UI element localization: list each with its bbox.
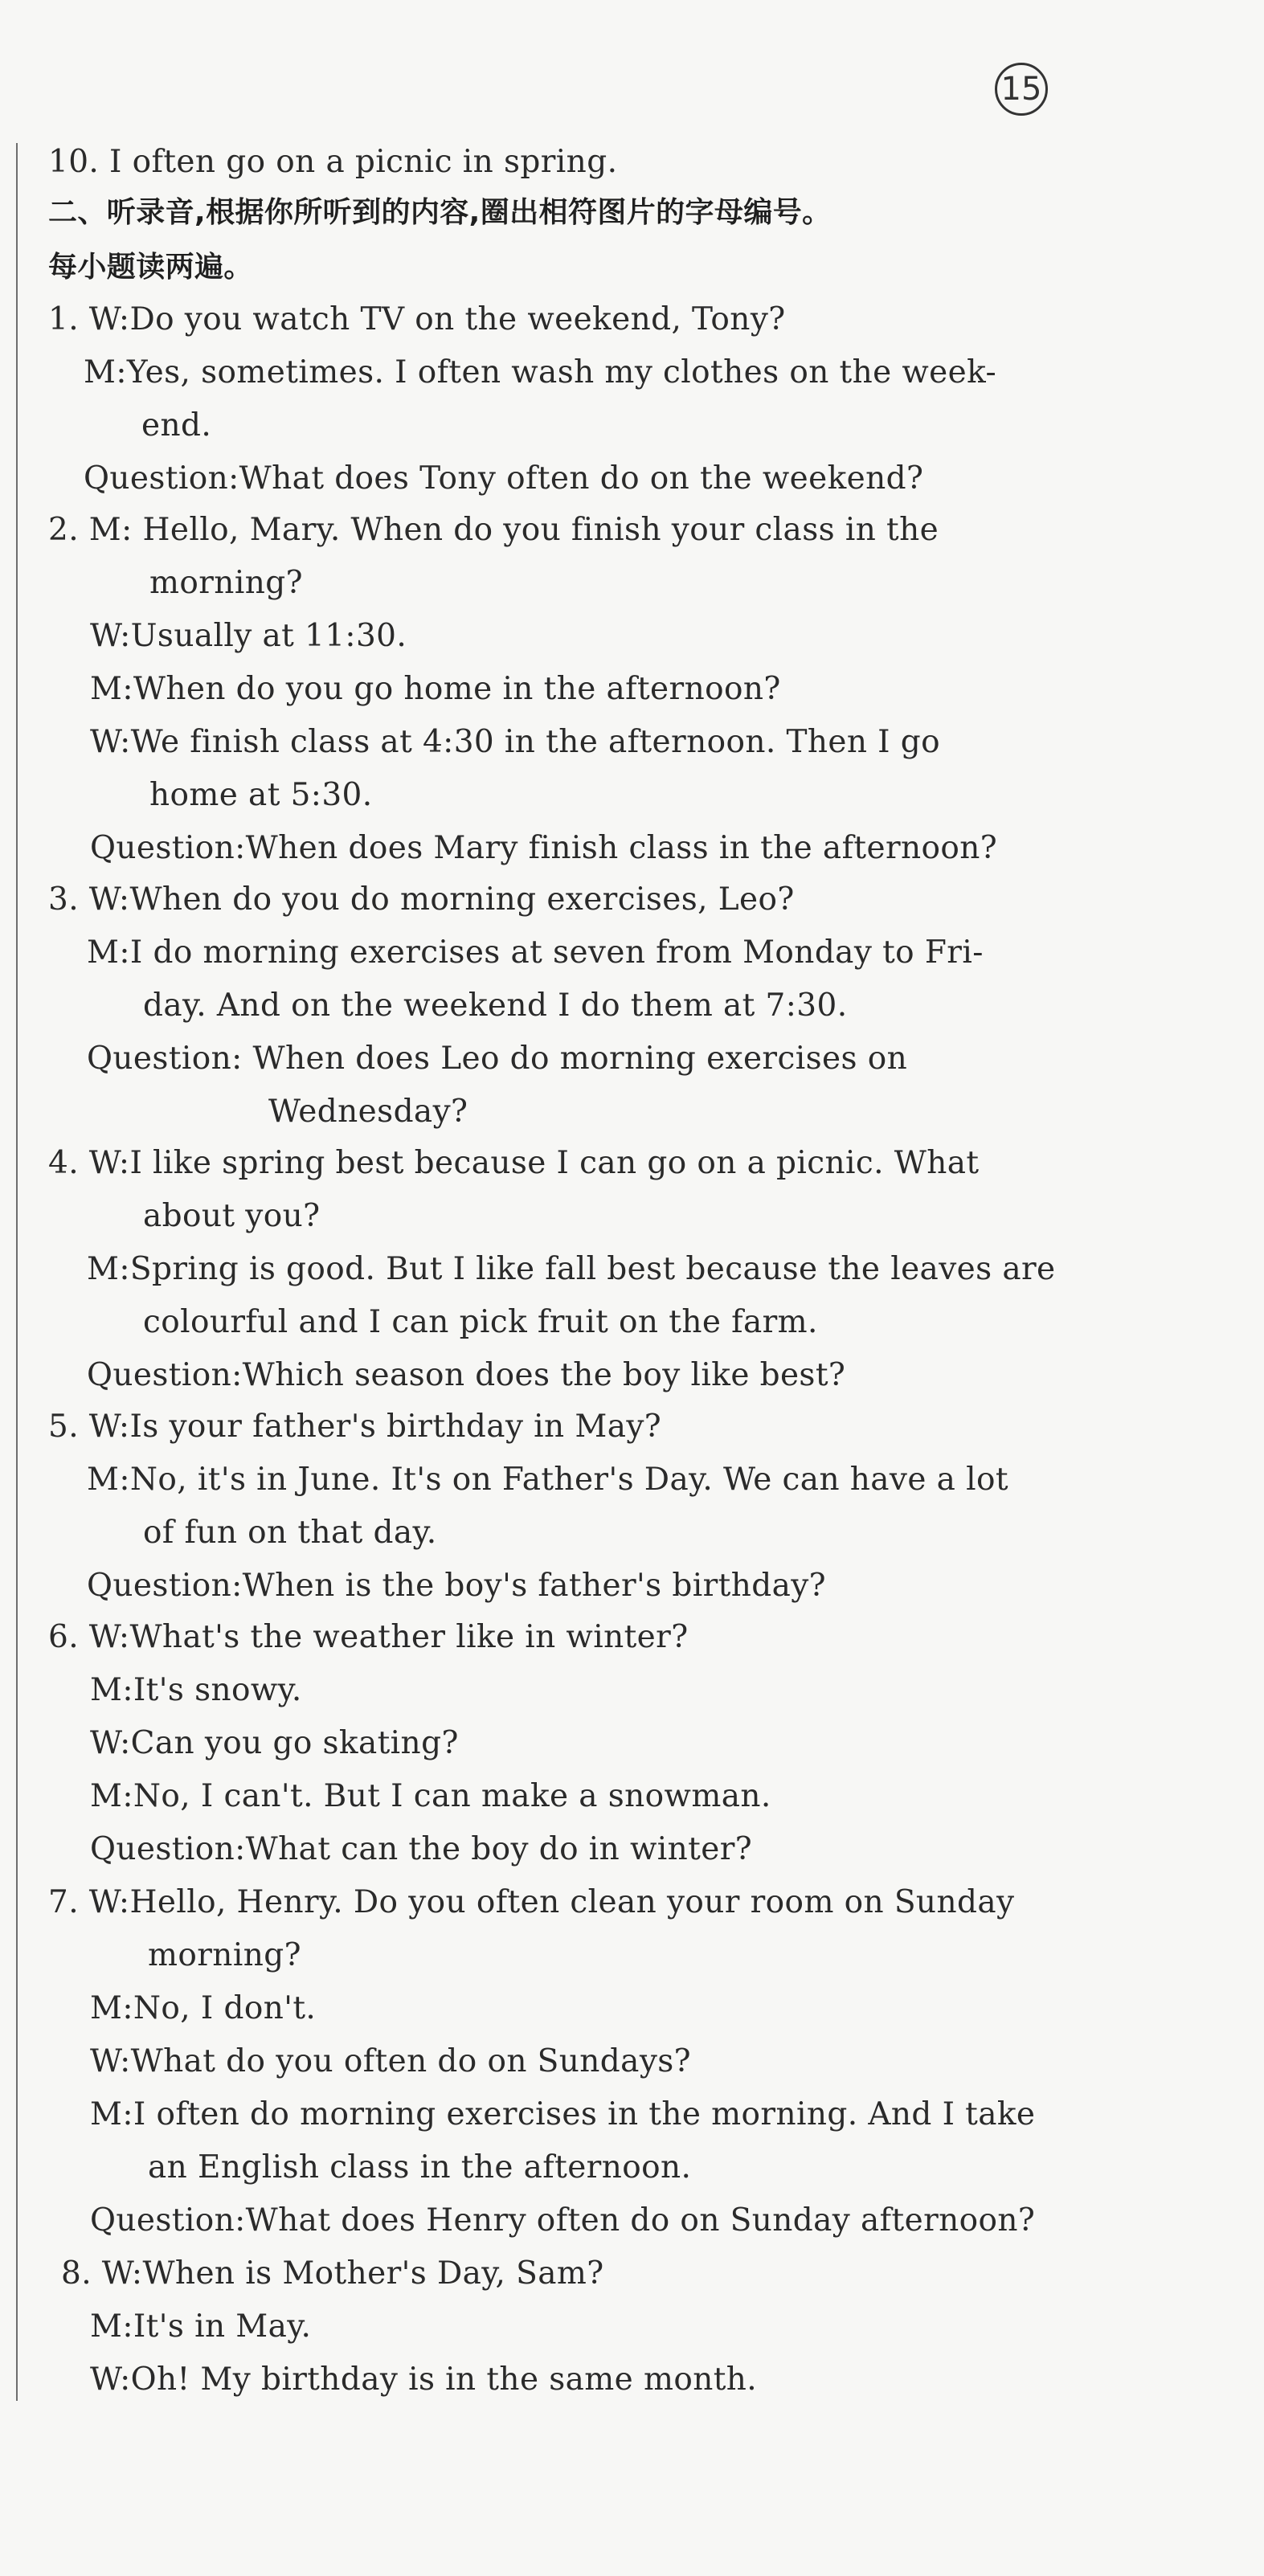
q3-question-cont: Wednesday? bbox=[268, 1094, 468, 1130]
q7-question: Question:What does Henry often do on Sunday afternoon? bbox=[90, 2202, 1036, 2239]
page-number: 15 bbox=[1000, 71, 1042, 108]
q7-line-2: morning? bbox=[148, 1937, 301, 1973]
q6-line-3: W:Can you go skating? bbox=[90, 1725, 459, 1761]
q4-line-1: 4. W:I like spring best because I can go on a picnic. What bbox=[48, 1145, 980, 1181]
q6-line-4: M:No, I can't. But I can make a snowman. bbox=[90, 1778, 771, 1814]
q4-line-2: about you? bbox=[143, 1198, 321, 1234]
q2-line-6: home at 5:30. bbox=[149, 777, 373, 813]
section-heading: 二、听录音,根据你所听到的内容,圈出相符图片的字母编号。 bbox=[48, 196, 832, 229]
q5-line-2: M:No, it's in June. It's on Father's Day. We can have a lot bbox=[87, 1462, 1008, 1498]
margin-rule bbox=[16, 143, 18, 2401]
q4-line-4: colourful and I can pick fruit on the farm. bbox=[143, 1304, 818, 1340]
q7-line-4: W:What do you often do on Sundays? bbox=[90, 2043, 691, 2079]
q2-line-4: M:When do you go home in the afternoon? bbox=[90, 671, 781, 707]
q7-line-3: M:No, I don't. bbox=[90, 1990, 317, 2026]
q1-question: Question:What does Tony often do on the weekend? bbox=[84, 460, 924, 497]
q4-line-3: M:Spring is good. But I like fall best because the leaves are bbox=[87, 1251, 1056, 1287]
q3-line-2: M:I do morning exercises at seven from Monday to Fri- bbox=[87, 934, 984, 971]
q8-line-1: 8. W:When is Mother's Day, Sam? bbox=[61, 2255, 604, 2292]
q1-line-3: end. bbox=[141, 407, 212, 444]
q8-line-2: M:It's in May. bbox=[90, 2308, 312, 2345]
q2-line-3: W:Usually at 11:30. bbox=[90, 618, 407, 654]
q2-question: Question:When does Mary finish class in the afternoon? bbox=[90, 830, 998, 866]
q3-line-3: day. And on the weekend I do them at 7:30. bbox=[143, 987, 848, 1024]
item-10-line: 10. I often go on a picnic in spring. bbox=[48, 144, 618, 180]
q3-line-1: 3. W:When do you do morning exercises, Leo? bbox=[48, 881, 795, 918]
section-heading-cont: 每小题读两遍。 bbox=[48, 251, 253, 284]
q5-line-3: of fun on that day. bbox=[143, 1515, 437, 1551]
q7-line-5: M:I often do morning exercises in the morning. And I take bbox=[90, 2096, 1036, 2132]
q2-line-5: W:We finish class at 4:30 in the afternoon. Then I go bbox=[90, 724, 941, 760]
q5-line-1: 5. W:Is your father's birthday in May? bbox=[48, 1409, 662, 1445]
q6-line-1: 6. W:What's the weather like in winter? bbox=[48, 1619, 689, 1655]
q4-question: Question:Which season does the boy like best? bbox=[87, 1357, 846, 1393]
q1-line-1: 1. W:Do you watch TV on the weekend, Tony? bbox=[48, 301, 786, 337]
q7-line-6: an English class in the afternoon. bbox=[148, 2149, 692, 2186]
q3-question: Question: When does Leo do morning exercises on bbox=[87, 1041, 908, 1077]
q8-line-3: W:Oh! My birthday is in the same month. bbox=[90, 2361, 758, 2398]
q6-question: Question:What can the boy do in winter? bbox=[90, 1831, 753, 1867]
q6-line-2: M:It's snowy. bbox=[90, 1672, 302, 1708]
page-number-badge bbox=[995, 63, 1048, 116]
q2-line-1: 2. M: Hello, Mary. When do you finish your class in the bbox=[48, 512, 939, 548]
q7-line-1: 7. W:Hello, Henry. Do you often clean your room on Sunday bbox=[48, 1884, 1015, 1920]
q5-question: Question:When is the boy's father's birthday? bbox=[87, 1568, 826, 1604]
q2-line-2: morning? bbox=[149, 565, 303, 601]
q1-line-2: M:Yes, sometimes. I often wash my clothes on the week- bbox=[84, 354, 997, 390]
